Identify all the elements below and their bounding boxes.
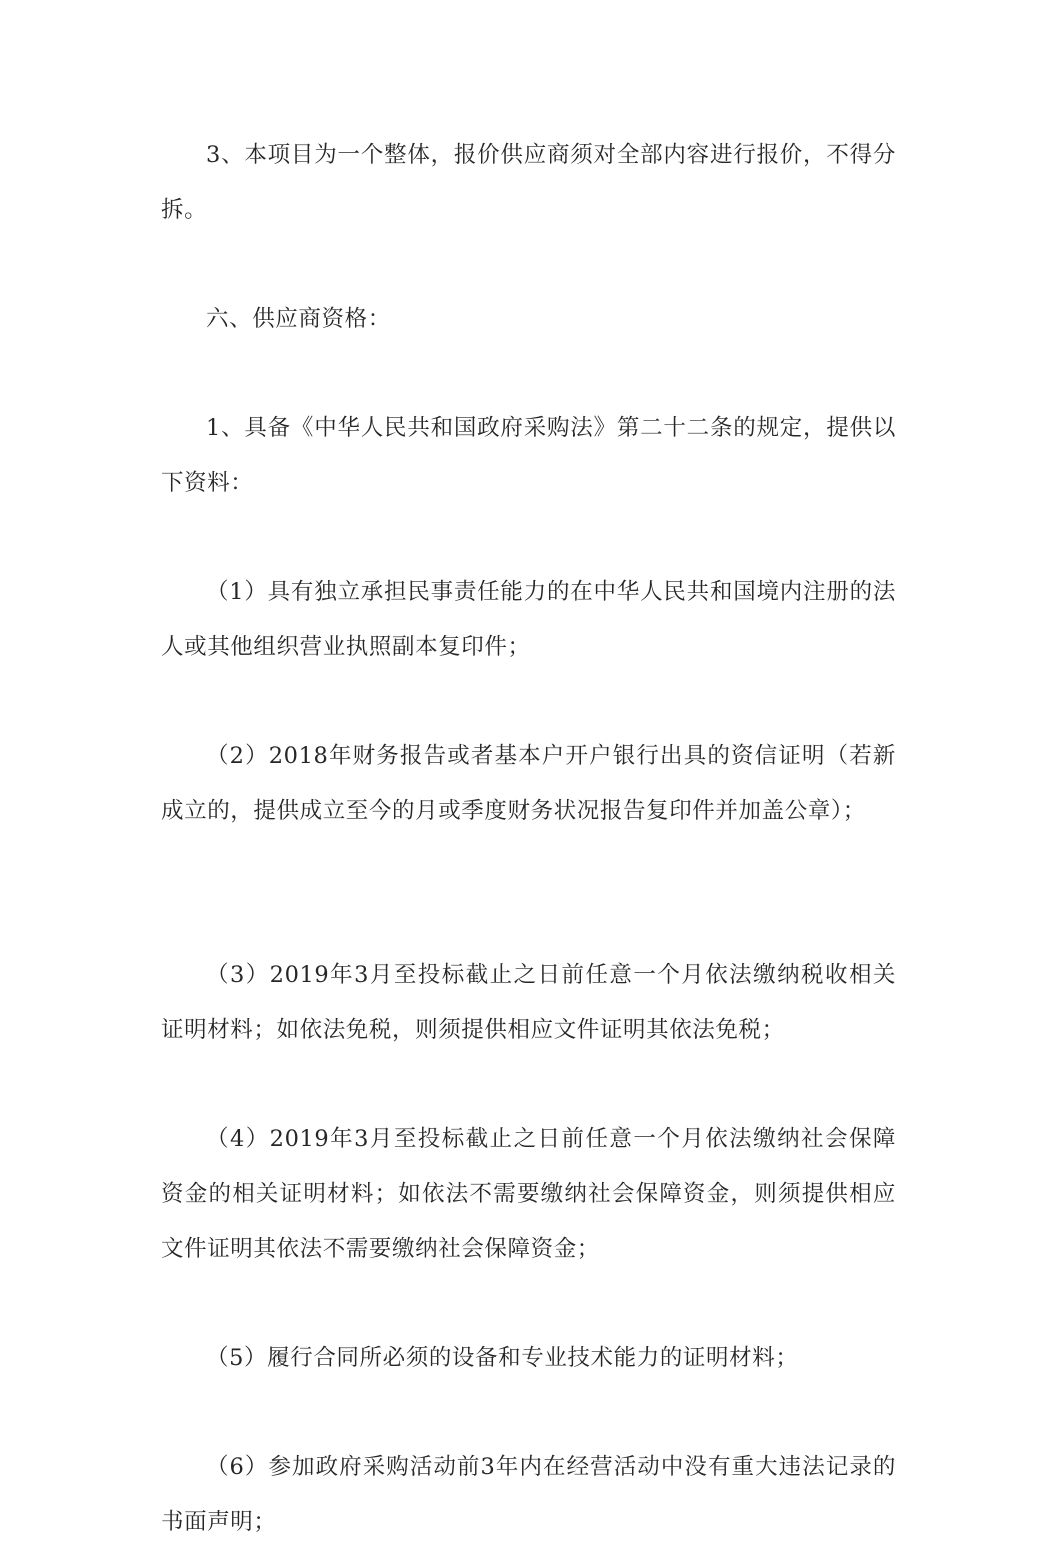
paragraph-procurement-law-requirement: 1、具备《中华人民共和国政府采购法》第二十二条的规定，提供以下资料： — [161, 415, 896, 496]
list-item-business-license: （1）具有独立承担民事责任能力的在中华人民共和国境内注册的法人或其他组织营业执照副本复印件； — [161, 579, 896, 660]
list-item-social-security-proof: （4）2019年3月至投标截止之日前任意一个月依法缴纳社会保障资金的相关证明材料；如依法不需要缴纳社会保障资金，则须提供相应文件证明其依法不需要缴纳社会保障资金； — [161, 1126, 896, 1262]
list-item-equipment-capability: （5）履行合同所必须的设备和专业技术能力的证明材料； — [206, 1345, 799, 1371]
list-item-tax-proof: （3）2019年3月至投标截止之日前任意一个月依法缴纳税收相关证明材料；如依法免税，则须提供相应文件证明其依法免税； — [161, 962, 896, 1043]
list-item-no-violation-statement: （6）参加政府采购活动前3年内在经营活动中没有重大违法记录的书面声明； — [161, 1454, 896, 1535]
document-body — [161, 128, 896, 1550]
section-heading-supplier-qualifications: 六、供应商资格： — [206, 306, 391, 332]
paragraph-project-whole: 3、本项目为一个整体，报价供应商须对全部内容进行报价，不得分拆。 — [161, 142, 896, 223]
list-item-financial-report: （2）2018年财务报告或者基本户开户银行出具的资信证明（若新成立的，提供成立至今的月或季度财务状况报告复印件并加盖公章）； — [161, 743, 896, 824]
